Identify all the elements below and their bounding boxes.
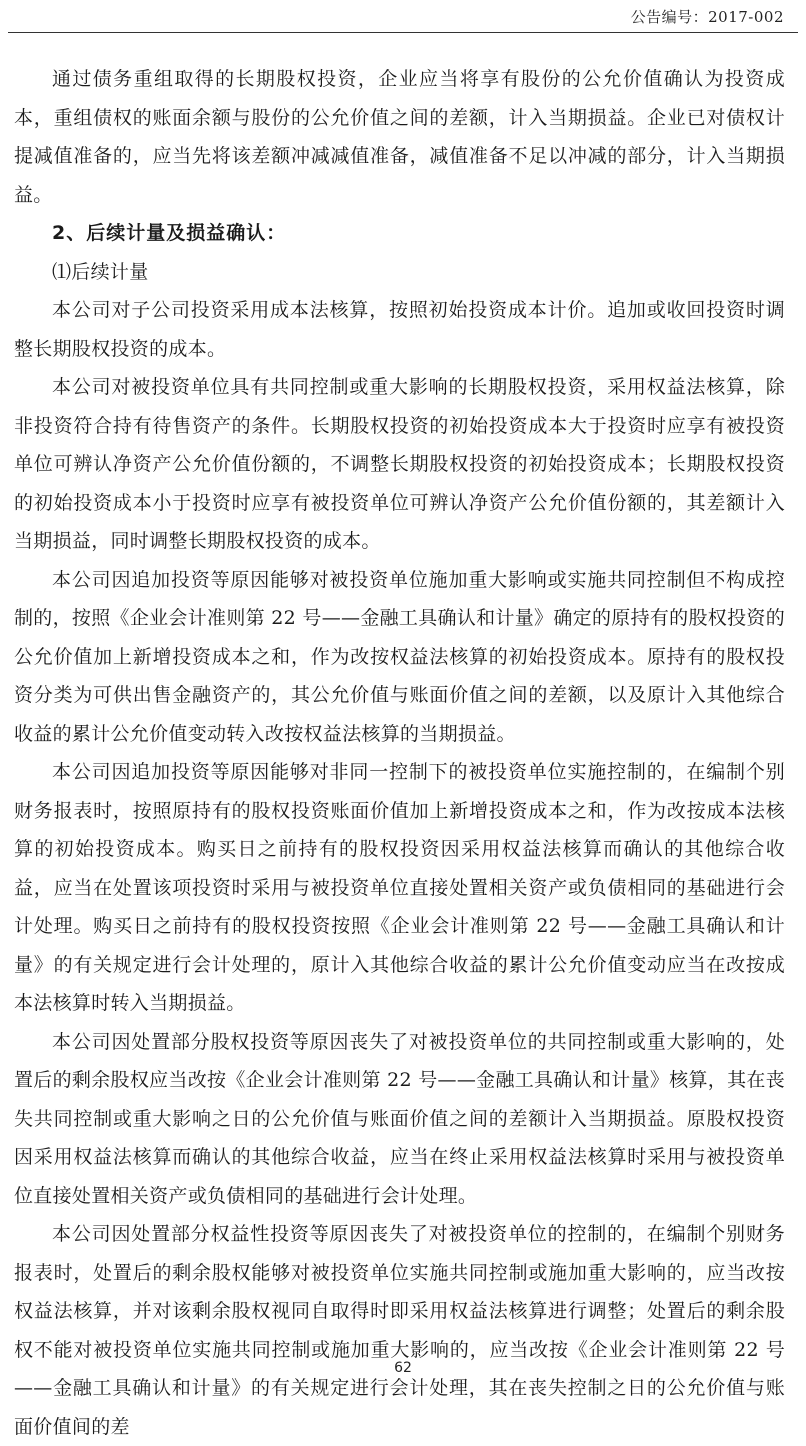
paragraph-additional-investment-significant-influence: 本公司因追加投资等原因能够对被投资单位施加重大影响或实施共同控制但不构成控制的，按照《企业会计准则第 22 号——金融工具确认和计量》确定的原持有的股权投资的公允价值加上新增投资成本之和，作为改按权益法核算的初始投资成本。原持有的股权投资分类为可供出售金融资产的，其公允价值与账面价值之间的差额，以及原计入其他综合收益的累计公允价值变动转入改按权益法核算的当期损益。	[14, 568, 785, 745]
paragraph-disposal-loss-of-control: 本公司因处置部分权益性投资等原因丧失了对被投资单位的控制的，在编制个别财务报表时，处置后的剩余股权能够对被投资单位实施共同控制或施加重大影响的，应当改按权益法核算，并对该剩余股权视同自取得时即采用权益法核算进行调整；处置后的剩余股权不能对被投资单位实施共同控制或施加重大影响的，应当改按《企业会计准则第 22 号——金融工具确认和计量》的有关规定进行会计处理，其在丧失控制之日的公允价值与账面价值间的差	[14, 1223, 785, 1438]
document-body	[14, 60, 785, 1446]
paragraph-additional-investment-control: 本公司因追加投资等原因能够对非同一控制下的被投资单位实施控制的，在编制个别财务报表时，按照原持有的股权投资账面价值加上新增投资成本之和，作为改按成本法核算的初始投资成本。购买日之前持有的股权投资因采用权益法核算而确认的其他综合收益，应当在处置该项投资时采用与被投资单位直接处置相关资产或负债相同的基础进行会计处理。购买日之前持有的股权投资按照《企业会计准则第 22 号——金融工具确认和计量》的有关规定进行会计处理的，原计入其他综合收益的累计公允价值变动应当在改按成本法核算时转入当期损益。	[14, 761, 785, 1014]
subheading-subsequent-measurement: ⑴后续计量	[52, 260, 149, 283]
section-heading-subsequent-measurement: 2、后续计量及损益确认：	[52, 222, 287, 244]
paragraph-debt-restructuring: 通过债务重组取得的长期股权投资，企业应当将享有股份的公允价值确认为投资成本，重组债权的账面余额与股份的公允价值之间的差额，计入当期损益。企业已对债权计提减值准备的，应当先将该差额冲减减值准备，减值准备不足以冲减的部分，计入当期损益。	[14, 68, 785, 206]
paragraph-equity-method: 本公司对被投资单位具有共同控制或重大影响的长期股权投资，采用权益法核算，除非投资符合持有待售资产的条件。长期股权投资的初始投资成本大于投资时应享有被投资单位可辨认净资产公允价值份额的，不调整长期股权投资的初始投资成本；长期股权投资的初始投资成本小于投资时应享有被投资单位可辨认净资产公允价值份额的，其差额计入当期损益，同时调整长期股权投资的成本。	[14, 376, 785, 552]
paragraph-disposal-loss-of-influence: 本公司因处置部分股权投资等原因丧失了对被投资单位的共同控制或重大影响的，处置后的剩余股权应当改按《企业会计准则第 22 号——金融工具确认和计量》核算，其在丧失共同控制或重大影响之日的公允价值与账面价值之间的差额计入当期损益。原股权投资因采用权益法核算而确认的其他综合收益，应当在终止采用权益法核算时采用与被投资单位直接处置相关资产或负债相同的基础进行会计处理。	[14, 1030, 785, 1207]
header-divider	[8, 32, 798, 33]
announcement-number: 公告编号：2017-002	[630, 8, 784, 26]
page-number: 62	[394, 1360, 412, 1376]
paragraph-cost-method: 本公司对子公司投资采用成本法核算，按照初始投资成本计价。追加或收回投资时调整长期股权投资的成本。	[14, 299, 785, 360]
